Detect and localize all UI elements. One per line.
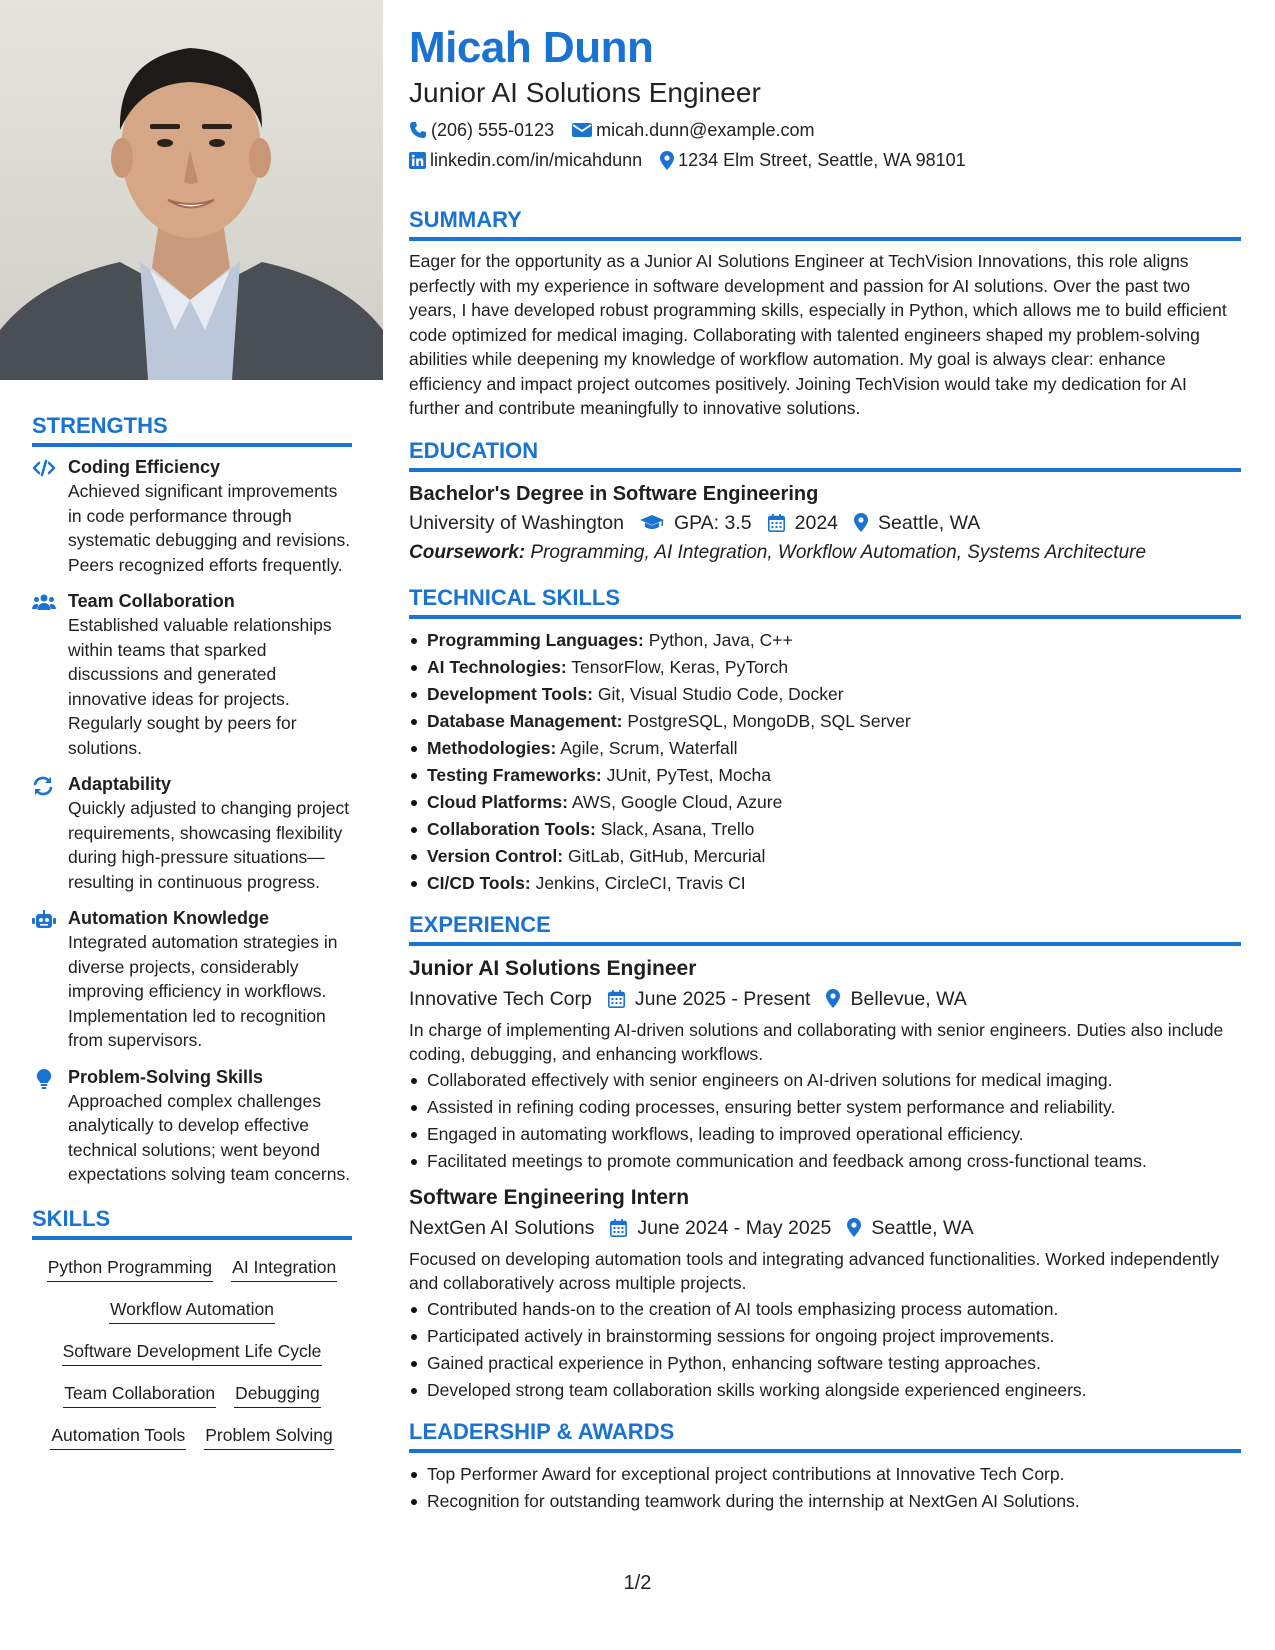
- skill-category: Database Management:: [427, 710, 623, 731]
- education-coursework: [409, 538, 1241, 568]
- contact-row-2: [409, 148, 1241, 172]
- list-item: [409, 816, 1241, 843]
- contact-address: [660, 148, 966, 172]
- page-number: 1/2: [623, 1572, 652, 1594]
- users-icon: [32, 589, 68, 760]
- email-text: micah.dunn@example.com: [596, 120, 815, 140]
- list-item: Top Performer Award for exceptional project contributions at Innovative Tech Corp.: [409, 1461, 1241, 1488]
- contact-phone: [409, 118, 554, 142]
- strength-title: Problem-Solving Skills: [68, 1066, 264, 1087]
- education-gpa: GPA: 3.5: [673, 511, 752, 534]
- calendar-icon: [610, 1219, 627, 1237]
- portrait-illustration: [0, 0, 383, 380]
- job-dates: June 2024 - May 2025: [637, 1216, 832, 1239]
- skill-values: GitLab, GitHub, Mercurial: [568, 845, 766, 866]
- strength-item: [32, 455, 352, 577]
- strength-text: Established valuable relationships within teams that sparked discussions and generated innovative ideas for projects. Regularly sought by peers for solutions.: [68, 615, 332, 758]
- list-item: [409, 870, 1241, 897]
- skill-values: Python, Java, C++: [648, 629, 793, 650]
- strength-text: Integrated automation strategies in diverse projects, considerably improving efficiency in workflows. Implementation led to recognition from supervisors.: [68, 932, 338, 1050]
- summary-text: Eager for the opportunity as a Junior AI Solutions Engineer at TechVision Innovations, this role aligns perfectly with my experience in software development and passion for AI solutions. Over the past two years, I have developed robust programming skills, especially in Python, which allows me to build efficient code optimized for medical imaging. Collaborating with talented engineers shaped my problem-solving abilities while deepening my knowledge of workflow automation. My goal is always clear: enhance efficiency and impact project outcomes positively. Joining TechVision would take my dedication for AI further and contribute meaningfully to innovative solutions.: [409, 251, 1227, 418]
- coursework-label: Coursework:: [409, 541, 526, 563]
- phone-text: (206) 555-0123: [431, 120, 555, 140]
- skill-category: Development Tools:: [427, 683, 593, 704]
- strength-text: Quickly adjusted to changing project requirements, showcasing flexibility during high-pressure situations—resulting in continuous progress.: [68, 798, 350, 892]
- skill-values: Git, Visual Studio Code, Docker: [597, 683, 844, 704]
- education-degree: Bachelor's Degree in Software Engineering: [409, 482, 819, 505]
- strength-title: Coding Efficiency: [68, 457, 221, 477]
- skill-category: Programming Languages:: [427, 629, 644, 650]
- skill-category: Testing Frameworks:: [427, 764, 602, 785]
- skill-values: Slack, Asana, Trello: [600, 818, 755, 839]
- sidebar-content: [32, 412, 352, 1450]
- lightbulb-icon: [32, 1065, 68, 1187]
- skills-heading: SKILLS: [32, 1205, 352, 1240]
- list-item: [409, 789, 1241, 816]
- phone-icon: [409, 121, 427, 139]
- job-meta: [409, 1213, 1241, 1243]
- strength-title: Team Collaboration: [68, 591, 235, 611]
- list-item: [409, 735, 1241, 762]
- list-item: [409, 762, 1241, 789]
- technical-skills-list: [409, 627, 1241, 897]
- address-text: 1234 Elm Street, Seattle, WA 98101: [678, 150, 966, 170]
- calendar-icon: [608, 990, 625, 1008]
- skill-category: Cloud Platforms:: [427, 791, 568, 812]
- candidate-title: Junior AI Solutions Engineer: [409, 77, 761, 108]
- job-dates: June 2025 - Present: [634, 987, 811, 1010]
- leadership-heading: LEADERSHIP & AWARDS: [409, 1418, 1241, 1453]
- sync-icon: [32, 772, 68, 894]
- technical-skills-heading: TECHNICAL SKILLS: [409, 584, 1241, 619]
- education-school: University of Washington: [409, 511, 624, 534]
- job-description: Focused on developing automation tools and integrating advanced functionalities. Worked independently and collaboratively across multiple projects.: [409, 1248, 1220, 1293]
- list-item: [409, 843, 1241, 870]
- linkedin-icon: [409, 152, 426, 169]
- map-pin-icon: [847, 1218, 861, 1237]
- strength-item: [32, 772, 352, 894]
- list-item: Engaged in automating workflows, leading to improved operational efficiency.: [409, 1121, 1241, 1148]
- strength-item: [32, 589, 352, 760]
- skill-values: PostgreSQL, MongoDB, SQL Server: [627, 710, 911, 731]
- skill-category: Version Control:: [427, 845, 564, 866]
- skill-tag: Problem Solving: [204, 1422, 333, 1450]
- list-item: Assisted in refining coding processes, ensuring better system performance and reliability.: [409, 1094, 1241, 1121]
- skill-values: Agile, Scrum, Waterfall: [560, 737, 738, 758]
- map-pin-icon: [854, 513, 868, 532]
- list-item: Participated actively in brainstorming sessions for ongoing project improvements.: [409, 1323, 1241, 1350]
- list-item: [409, 708, 1241, 735]
- job-title: Software Engineering Intern: [409, 1185, 690, 1209]
- code-icon: [32, 455, 68, 577]
- skill-tag: Debugging: [234, 1380, 321, 1408]
- strength-text: Achieved significant improvements in code performance through systematic debugging and revisions. Peers recognized efforts frequently.: [68, 481, 351, 575]
- map-pin-icon: [660, 151, 674, 170]
- skill-values: JUnit, PyTest, Mocha: [606, 764, 771, 785]
- list-item: Facilitated meetings to promote communication and feedback among cross-functional teams.: [409, 1148, 1241, 1175]
- job-entry: [409, 954, 1241, 1175]
- skill-tag: Automation Tools: [50, 1422, 186, 1450]
- strength-title: Adaptability: [68, 774, 172, 794]
- skill-category: CI/CD Tools:: [427, 872, 531, 893]
- job-location: Seattle, WA: [871, 1216, 974, 1239]
- list-item: [409, 654, 1241, 681]
- strengths-heading: STRENGTHS: [32, 412, 352, 447]
- job-meta: [409, 984, 1241, 1014]
- list-item: [409, 627, 1241, 654]
- summary-heading: SUMMARY: [409, 206, 1241, 241]
- list-item: Recognition for outstanding teamwork during the internship at NextGen AI Solutions.: [409, 1488, 1241, 1515]
- job-company: NextGen AI Solutions: [409, 1216, 595, 1239]
- envelope-icon: [572, 122, 592, 138]
- leadership-list: [409, 1461, 1241, 1515]
- skill-tag: Software Development Life Cycle: [62, 1338, 323, 1366]
- job-location: Bellevue, WA: [850, 987, 967, 1010]
- skill-tag: Workflow Automation: [109, 1296, 275, 1324]
- job-bullets: [409, 1296, 1241, 1404]
- job-bullets: [409, 1067, 1241, 1175]
- education-heading: EDUCATION: [409, 437, 1241, 472]
- candidate-name: Micah Dunn: [409, 23, 654, 72]
- profile-photo: [0, 0, 383, 380]
- skill-category: Collaboration Tools:: [427, 818, 596, 839]
- job-description: In charge of implementing AI-driven solutions and collaborating with senior engineers. Duties also include coding, debugging, and enhancing workflows.: [409, 1019, 1224, 1064]
- contact-email[interactable]: [572, 118, 814, 142]
- robot-icon: [32, 906, 68, 1053]
- strength-item: [32, 1065, 352, 1187]
- calendar-icon: [768, 514, 785, 532]
- skill-tag: Team Collaboration: [63, 1380, 216, 1408]
- skill-values: Jenkins, CircleCI, Travis CI: [535, 872, 746, 893]
- contact-linkedin[interactable]: [409, 148, 642, 172]
- skill-values: AWS, Google Cloud, Azure: [571, 791, 783, 812]
- skills-list: [32, 1248, 352, 1450]
- skill-category: AI Technologies:: [427, 656, 567, 677]
- education-location: Seattle, WA: [878, 511, 981, 534]
- list-item: Developed strong team collaboration skills working alongside experienced engineers.: [409, 1377, 1241, 1404]
- education-meta: [409, 508, 1241, 538]
- main-content: [409, 22, 1241, 1515]
- coursework-text: Programming, AI Integration, Workflow Automation, Systems Architecture: [530, 541, 1147, 563]
- job-title: Junior AI Solutions Engineer: [409, 956, 697, 980]
- strength-item: [32, 906, 352, 1053]
- list-item: [409, 681, 1241, 708]
- skill-tag: AI Integration: [231, 1254, 337, 1282]
- strength-title: Automation Knowledge: [68, 908, 269, 928]
- job-company: Innovative Tech Corp: [409, 987, 592, 1010]
- list-item: Contributed hands-on to the creation of AI tools emphasizing process automation.: [409, 1296, 1241, 1323]
- linkedin-text: linkedin.com/in/micahdunn: [430, 150, 643, 170]
- map-pin-icon: [826, 989, 840, 1008]
- list-item: Gained practical experience in Python, enhancing software testing approaches.: [409, 1350, 1241, 1377]
- strength-text: Approached complex challenges analytically to develop effective technical solutions; went beyond expectations solving team concerns.: [68, 1090, 351, 1184]
- job-entry: [409, 1183, 1241, 1404]
- list-item: Collaborated effectively with senior engineers on AI-driven solutions for medical imaging.: [409, 1067, 1241, 1094]
- skill-category: Methodologies:: [427, 737, 557, 758]
- graduation-cap-icon: [640, 514, 664, 532]
- contact-row: [409, 118, 1241, 142]
- education-year: 2024: [794, 511, 839, 534]
- skill-tag: Python Programming: [47, 1254, 213, 1282]
- sidebar: [0, 0, 383, 1650]
- skill-values: TensorFlow, Keras, PyTorch: [571, 656, 789, 677]
- experience-heading: EXPERIENCE: [409, 911, 1241, 946]
